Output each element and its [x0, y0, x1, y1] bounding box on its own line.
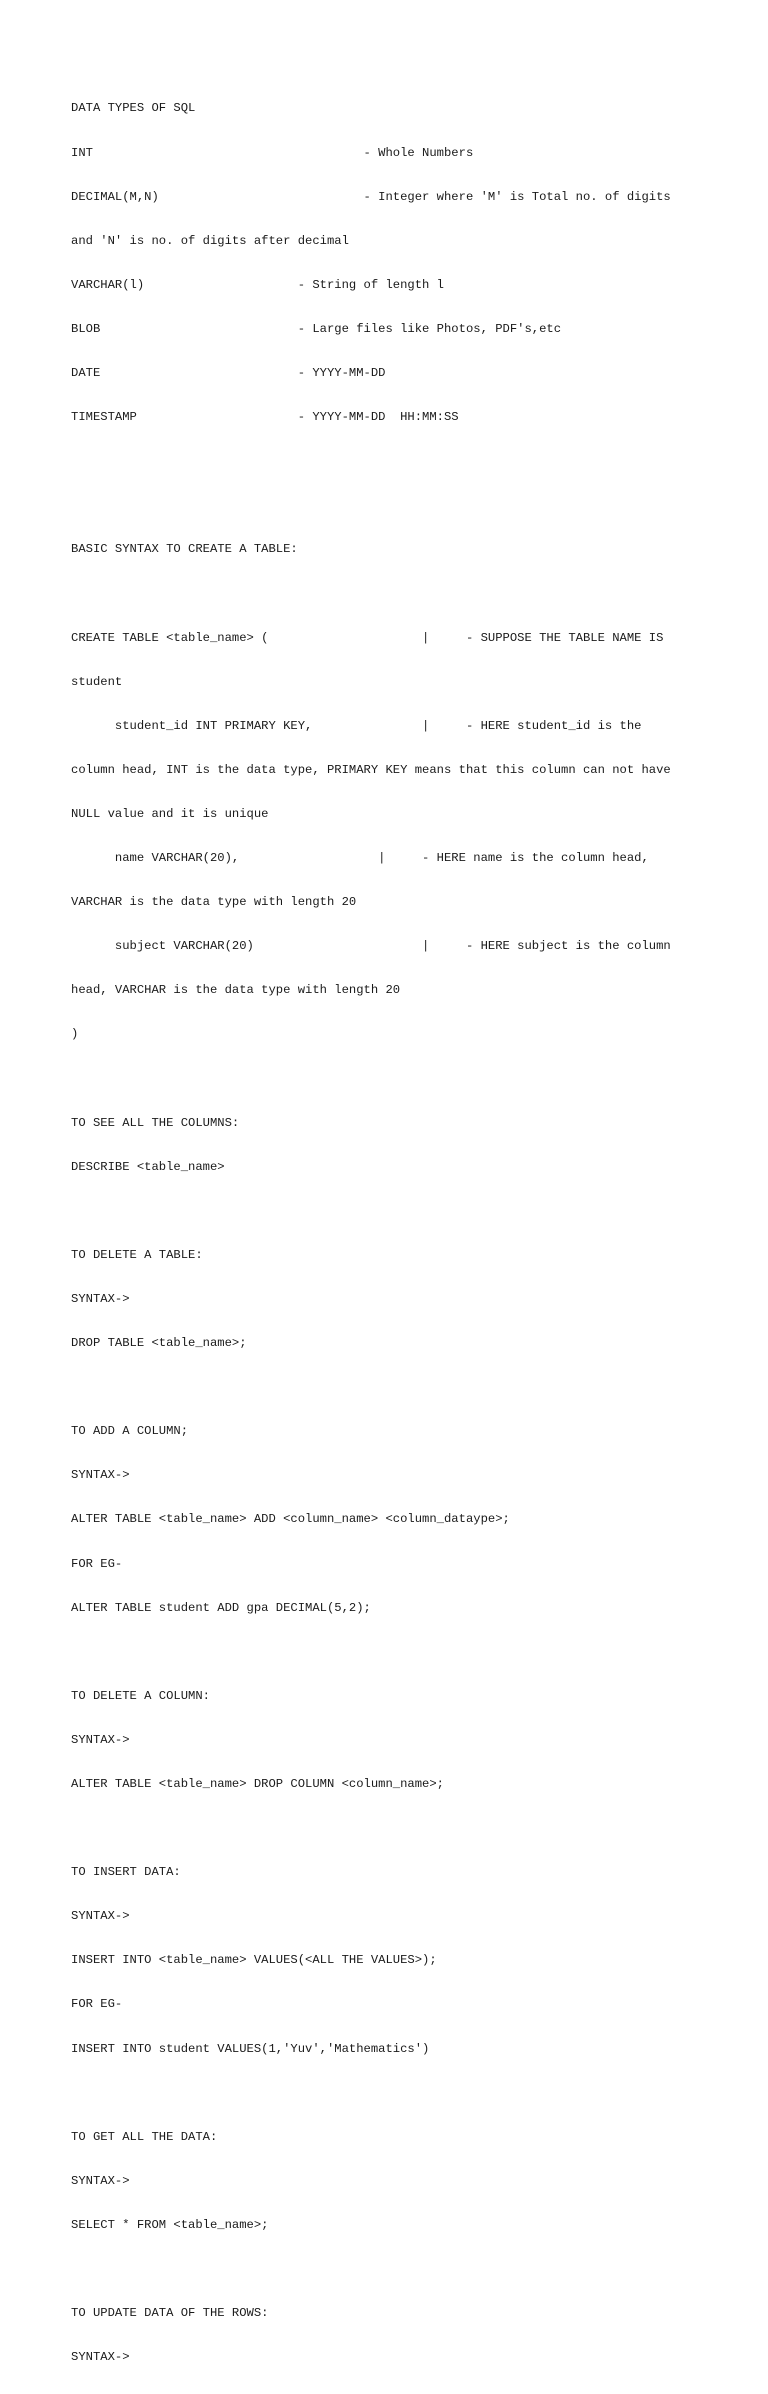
doc-line: INSERT INTO <table_name> VALUES(<ALL THE VALUES>); — [71, 1953, 437, 1968]
doc-line: TO SEE ALL THE COLUMNS: — [71, 1115, 240, 1130]
doc-line: TIMESTAMP - YYYY-MM-DD HH:MM:SS — [71, 410, 459, 425]
doc-line: ) — [71, 1027, 79, 1042]
doc-line: DATE - YYYY-MM-DD — [71, 365, 386, 380]
doc-line — [71, 1645, 711, 1660]
doc-line: subject VARCHAR(20) | - HERE subject is the column — [71, 939, 671, 954]
doc-line: SYNTAX-> — [71, 1909, 130, 1924]
doc-line: ALTER TABLE <table_name> ADD <column_name> <column_dataype>; — [71, 1512, 510, 1527]
doc-line: SYNTAX-> — [71, 1732, 130, 1747]
doc-line: DECIMAL(M,N) - Integer where 'M' is Total no. of digits — [71, 189, 671, 204]
doc-line: SYNTAX-> — [71, 2173, 130, 2188]
doc-line — [71, 2262, 711, 2277]
doc-line: VARCHAR(l) - String of length l — [71, 277, 444, 292]
doc-line: ALTER TABLE <table_name> DROP COLUMN <column_name>; — [71, 1776, 444, 1791]
doc-line — [71, 586, 711, 601]
doc-line: CREATE TABLE <table_name> ( | - SUPPOSE THE TABLE NAME IS — [71, 630, 664, 645]
doc-line: column head, INT is the data type, PRIMARY KEY means that this column can not have — [71, 762, 671, 777]
doc-line: VARCHAR is the data type with length 20 — [71, 895, 357, 910]
doc-line: FOR EG- — [71, 1556, 123, 1571]
doc-line: TO DELETE A TABLE: — [71, 1247, 203, 1262]
doc-line: SYNTAX-> — [71, 2350, 130, 2365]
doc-line — [71, 1821, 711, 1836]
doc-line: student_id INT PRIMARY KEY, | - HERE student_id is the — [71, 718, 642, 733]
doc-line: DESCRIBE <table_name> — [71, 1159, 225, 1174]
doc-line: DROP TABLE <table_name>; — [71, 1336, 247, 1351]
doc-line: TO DELETE A COLUMN: — [71, 1688, 210, 1703]
doc-line: student — [71, 674, 123, 689]
doc-line — [71, 1380, 711, 1395]
doc-line: ALTER TABLE student ADD gpa DECIMAL(5,2); — [71, 1600, 371, 1615]
doc-line — [71, 498, 711, 513]
doc-line: SYNTAX-> — [71, 1291, 130, 1306]
doc-line: and 'N' is no. of digits after decimal — [71, 233, 349, 248]
doc-line: DATA TYPES OF SQL — [71, 101, 196, 116]
doc-line: TO GET ALL THE DATA: — [71, 2129, 218, 2144]
doc-line: FOR EG- — [71, 1997, 123, 2012]
doc-line — [71, 2086, 711, 2101]
doc-line: SELECT * FROM <table_name>; — [71, 2217, 269, 2232]
doc-line: TO UPDATE DATA OF THE ROWS: — [71, 2306, 269, 2321]
doc-line: SYNTAX-> — [71, 1468, 130, 1483]
doc-line: BLOB - Large files like Photos, PDF's,etc — [71, 321, 562, 336]
doc-line — [71, 1071, 711, 1086]
document-text — [71, 72, 711, 2394]
doc-line: TO ADD A COLUMN; — [71, 1424, 189, 1439]
doc-line: BASIC SYNTAX TO CREATE A TABLE: — [71, 542, 298, 557]
doc-line — [71, 1204, 711, 1219]
doc-line: NULL value and it is unique — [71, 806, 269, 821]
doc-line: TO INSERT DATA: — [71, 1865, 181, 1880]
doc-line: name VARCHAR(20), | - HERE name is the column head, — [71, 851, 649, 865]
doc-line: INT - Whole Numbers — [71, 145, 474, 160]
doc-line: head, VARCHAR is the data type with length 20 — [71, 983, 401, 998]
doc-line: INSERT INTO student VALUES(1,'Yuv','Mathematics') — [71, 2041, 430, 2056]
doc-line — [71, 454, 711, 469]
